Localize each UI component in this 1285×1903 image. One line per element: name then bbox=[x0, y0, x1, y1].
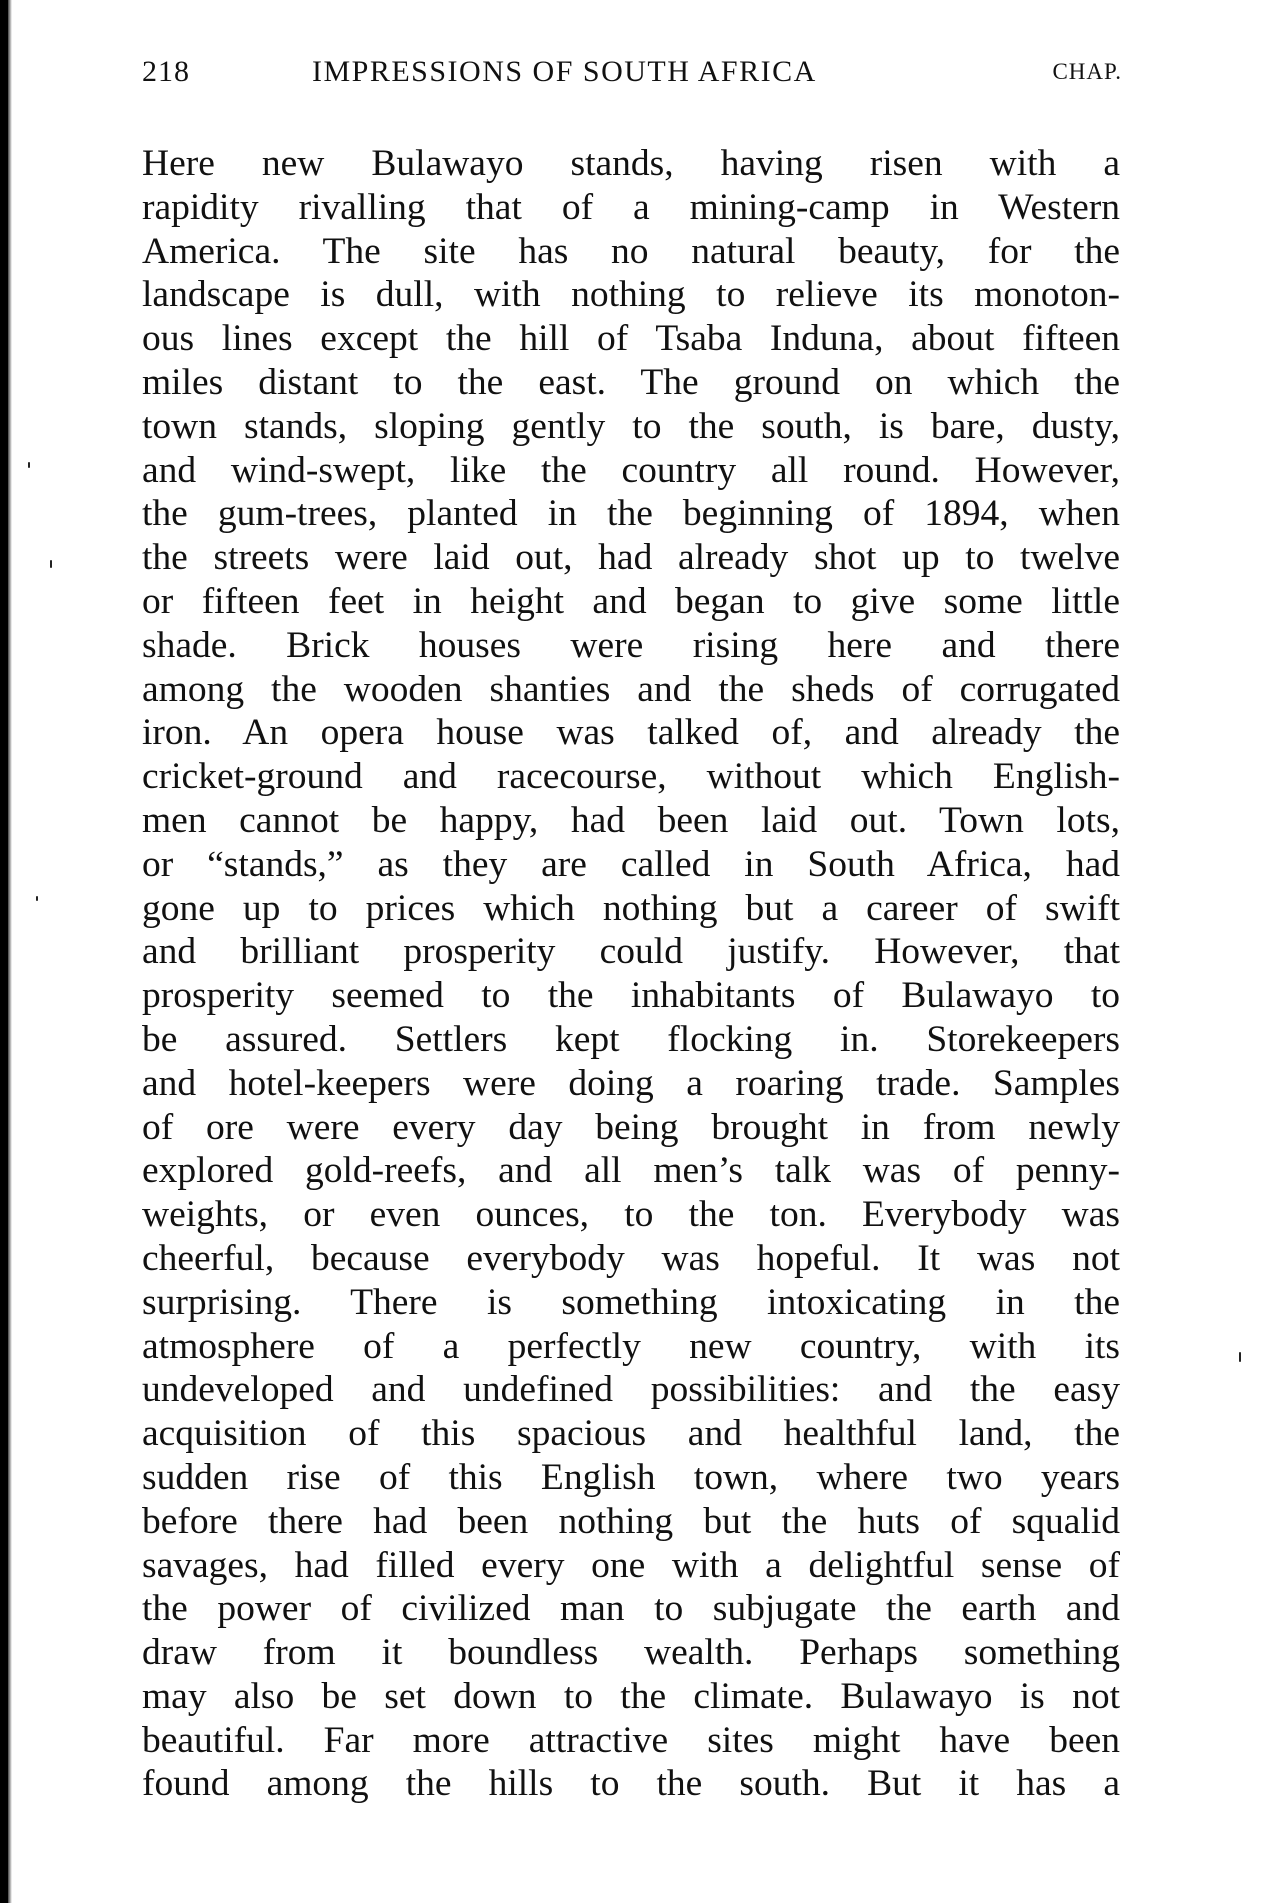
text-line: found among the hills to the south. But it has a bbox=[142, 1763, 1120, 1805]
text-line: before there had been nothing but the huts of squalid bbox=[142, 1500, 1120, 1542]
text-line: men cannot be happy, had been laid out. Town lots, bbox=[142, 799, 1120, 841]
text-line: shade. Brick houses were rising here and there bbox=[142, 624, 1120, 666]
text-line: undeveloped and undefined possibilities: and the easy bbox=[142, 1369, 1120, 1411]
scan-speck bbox=[50, 560, 52, 568]
running-title: IMPRESSIONS OF SOUTH AFRICA bbox=[312, 55, 817, 88]
text-line: surprising. There is something intoxicating in the bbox=[142, 1281, 1120, 1323]
chapter-abbreviation: CHAP. bbox=[1052, 59, 1122, 84]
text-line: the gum-trees, planted in the beginning of 1894, when bbox=[142, 493, 1120, 535]
text-line: of ore were every day being brought in from newly bbox=[142, 1106, 1120, 1148]
text-line: and hotel-keepers were doing a roaring trade. Samples bbox=[142, 1062, 1120, 1104]
text-line: ous lines except the hill of Tsaba Induna, about fifteen bbox=[142, 318, 1120, 360]
text-line: and brilliant prosperity could justify. However, that bbox=[142, 931, 1120, 973]
text-line: gone up to prices which nothing but a career of swift bbox=[142, 887, 1120, 929]
text-line: may also be set down to the climate. Bulawayo is not bbox=[142, 1675, 1120, 1717]
text-line: America. The site has no natural beauty, for the bbox=[142, 230, 1120, 272]
text-line: or “stands,” as they are called in South Africa, had bbox=[142, 843, 1120, 885]
scan-speck bbox=[28, 462, 30, 468]
text-line: draw from it boundless wealth. Perhaps something bbox=[142, 1632, 1120, 1674]
text-line: the streets were laid out, had already shot up to twelve bbox=[142, 537, 1120, 579]
text-line: savages, had filled every one with a delightful sense of bbox=[142, 1544, 1120, 1586]
text-line: sudden rise of this English town, where two years bbox=[142, 1456, 1120, 1498]
scan-speck bbox=[36, 896, 38, 901]
text-line: iron. An opera house was talked of, and already the bbox=[142, 712, 1120, 754]
text-line: atmosphere of a perfectly new country, with its bbox=[142, 1325, 1120, 1367]
text-line: acquisition of this spacious and healthful land, the bbox=[142, 1413, 1120, 1455]
text-line: weights, or even ounces, to the ton. Everybody was bbox=[142, 1194, 1120, 1236]
body-text bbox=[142, 142, 1120, 1806]
text-line: cheerful, because everybody was hopeful. It was not bbox=[142, 1237, 1120, 1279]
text-line: town stands, sloping gently to the south, is bare, dusty, bbox=[142, 405, 1120, 447]
text-line: the power of civilized man to subjugate the earth and bbox=[142, 1588, 1120, 1630]
text-line: beautiful. Far more attractive sites might have been bbox=[142, 1719, 1120, 1761]
text-line: prosperity seemed to the inhabitants of Bulawayo to bbox=[142, 975, 1120, 1017]
text-line: landscape is dull, with nothing to relieve its monoton- bbox=[142, 274, 1120, 316]
text-line: or fifteen feet in height and began to give some little bbox=[142, 580, 1120, 622]
running-header bbox=[142, 52, 1162, 92]
text-line: and wind-swept, like the country all round. However, bbox=[142, 449, 1120, 491]
page-binding-shadow bbox=[8, 0, 12, 1903]
text-line: explored gold-reefs, and all men’s talk was of penny- bbox=[142, 1150, 1120, 1192]
page-binding-edge bbox=[0, 0, 8, 1903]
text-line: miles distant to the east. The ground on which the bbox=[142, 361, 1120, 403]
scan-speck bbox=[1239, 1352, 1241, 1362]
text-line: rapidity rivalling that of a mining-camp in Western bbox=[142, 186, 1120, 228]
text-line: among the wooden shanties and the sheds of corrugated bbox=[142, 668, 1120, 710]
text-line: Here new Bulawayo stands, having risen with a bbox=[142, 143, 1120, 184]
text-line: cricket-ground and racecourse, without which English- bbox=[142, 756, 1120, 798]
page-number: 218 bbox=[142, 55, 190, 88]
text-line: be assured. Settlers kept flocking in. Storekeepers bbox=[142, 1018, 1120, 1060]
